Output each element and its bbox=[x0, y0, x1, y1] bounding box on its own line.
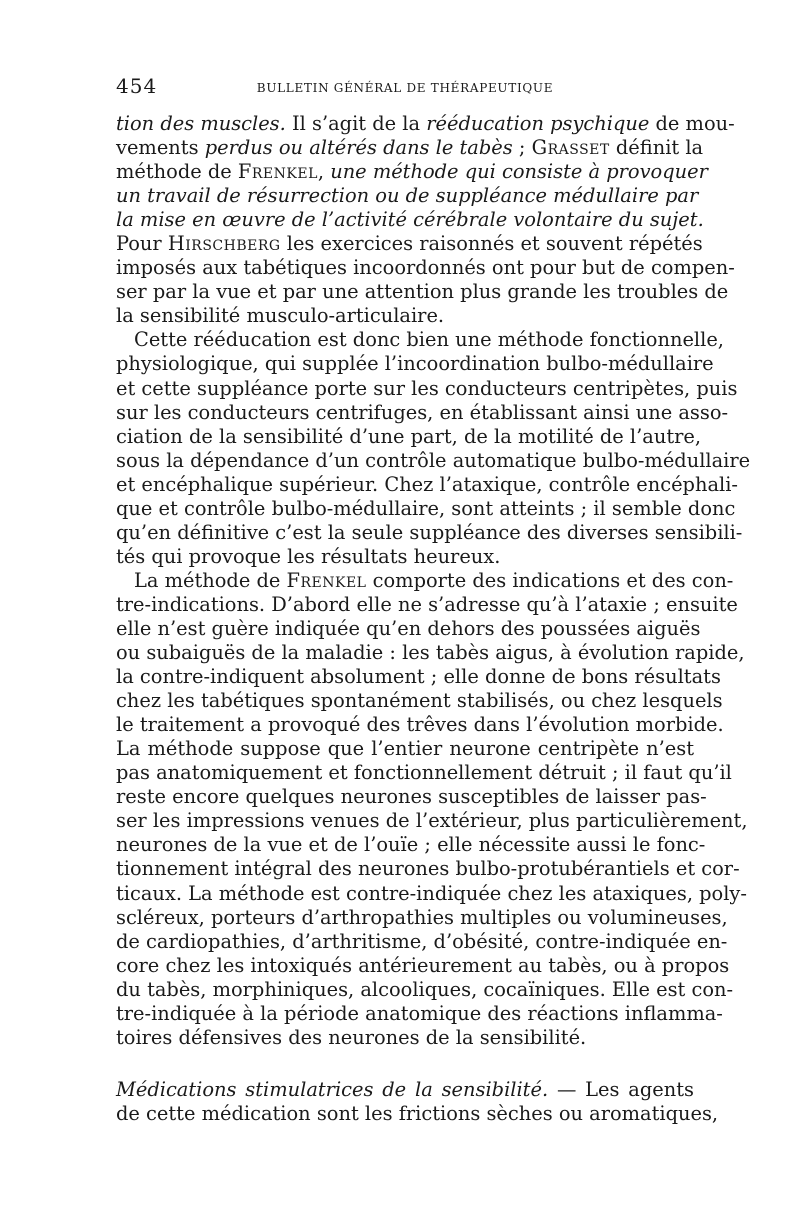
text-line: un travail de résurrection ou de suppléance médullaire par bbox=[116, 184, 699, 208]
text-line: tion des muscles. Il s’agit de la rééducation psychique de mou- bbox=[116, 112, 735, 135]
text-line: La méthode de Frenkel comporte des indications et des con- bbox=[134, 568, 734, 592]
text-line: sous la dépendance d’un contrôle automatique bulbo-médullaire bbox=[116, 448, 751, 472]
text-line: Cette rééducation est donc bien une méthode fonctionnelle, bbox=[134, 328, 724, 352]
section-heading-line: Médications stimulatrices de la sensibilité. — Les agents bbox=[116, 1077, 694, 1101]
text-line: la mise en œuvre de l’activité cérébrale volontaire du sujet. bbox=[116, 208, 704, 232]
text-line: la sensibilité musculo-articulaire. bbox=[116, 304, 445, 328]
running-head: BULLETIN GÉNÉRAL DE THÉRAPEUTIQUE bbox=[256, 81, 554, 95]
section-heading: Médications stimulatrices de la sensibilité. bbox=[116, 1077, 549, 1101]
text-line: la contre-indiquent absolument ; elle donne de bons résultats bbox=[116, 665, 721, 689]
text-line: ticaux. La méthode est contre-indiquée chez les ataxiques, poly- bbox=[116, 881, 747, 905]
text-line: qu’en définitive c’est la seule suppléance des diverses sensibili- bbox=[116, 520, 743, 544]
author-name: Frenkel bbox=[237, 160, 318, 184]
text-line: core chez les intoxiqués antérieurement au tabès, ou à propos bbox=[116, 953, 730, 977]
text-line: et cette suppléance porte sur les conducteurs centripètes, puis bbox=[116, 376, 738, 400]
text-line: physiologique, qui supplée l’incoordination bulbo-médullaire bbox=[116, 352, 714, 376]
page-body bbox=[116, 112, 751, 1126]
text-line: vements perdus ou altérés dans le tabès ; Grasset définit la bbox=[116, 136, 704, 160]
author-name: Frenkel bbox=[286, 568, 367, 592]
author-name: Grasset bbox=[531, 136, 610, 160]
section-gap bbox=[116, 1050, 694, 1078]
text-line: ser les impressions venues de l’extérieur, plus particulièrement, bbox=[116, 809, 748, 833]
text-line: chez les tabétiques spontanément stabilisés, ou chez lesquels bbox=[116, 689, 723, 713]
text-line: tre-indiquée à la période anatomique des réactions inflamma- bbox=[116, 1001, 723, 1025]
text-line: Pour Hirschberg les exercices raisonnés et souvent répétés bbox=[116, 232, 703, 256]
page-header bbox=[116, 74, 694, 106]
text-line: et encéphalique supérieur. Chez l’ataxique, contrôle encéphali- bbox=[116, 472, 738, 496]
text-line: toires défensives des neurones de la sensibilité. bbox=[116, 1025, 587, 1049]
author-name: Hirschberg bbox=[167, 232, 281, 256]
text-line: ou subaiguës de la maladie : les tabès aigus, à évolution rapide, bbox=[116, 641, 745, 665]
text-line: neurones de la vue et de l’ouïe ; elle nécessite aussi le fonc- bbox=[116, 833, 706, 857]
text-line: La méthode suppose que l’entier neurone centripète n’est bbox=[116, 737, 694, 761]
text-line: sur les conducteurs centrifuges, en établissant ainsi une asso- bbox=[116, 400, 729, 424]
text-line: pas anatomiquement et fonctionnellement détruit ; il faut qu’il bbox=[116, 761, 732, 785]
text-line: que et contrôle bulbo-médullaire, sont atteints ; il semble donc bbox=[116, 496, 736, 520]
page-number: 454 bbox=[116, 74, 158, 98]
text-line: scléreux, porteurs d’arthropathies multiples ou volumineuses, bbox=[116, 905, 728, 929]
text-line: tés qui provoque les résultats heureux. bbox=[116, 544, 501, 568]
text-line: elle n’est guère indiquée qu’en dehors des poussées aiguës bbox=[116, 616, 701, 640]
text-line: imposés aux tabétiques incoordonnés ont pour but de compen- bbox=[116, 256, 735, 280]
text-line: ser par la vue et par une attention plus grande les troubles de bbox=[116, 280, 729, 304]
text-line: le traitement a provoqué des trêves dans l’évolution morbide. bbox=[116, 713, 724, 737]
text-line: de cette médication sont les frictions sèches ou aromatiques, bbox=[116, 1101, 719, 1125]
text-line: ciation de la sensibilité d’une part, de la motilité de l’autre, bbox=[116, 424, 702, 448]
text-line: tre-indications. D’abord elle ne s’adresse qu’à l’ataxie ; ensuite bbox=[116, 592, 738, 616]
text-line: reste encore quelques neurones susceptibles de laisser pas- bbox=[116, 785, 707, 809]
text-line: méthode de Frenkel, une méthode qui consiste à provoquer bbox=[116, 160, 708, 184]
text-line: tionnement intégral des neurones bulbo-protubérantiels et cor- bbox=[116, 857, 740, 881]
text-line: du tabès, morphiniques, alcooliques, cocaïniques. Elle est con- bbox=[116, 977, 734, 1001]
text-line: de cardiopathies, d’arthritisme, d’obésité, contre-indiquée en- bbox=[116, 929, 728, 953]
